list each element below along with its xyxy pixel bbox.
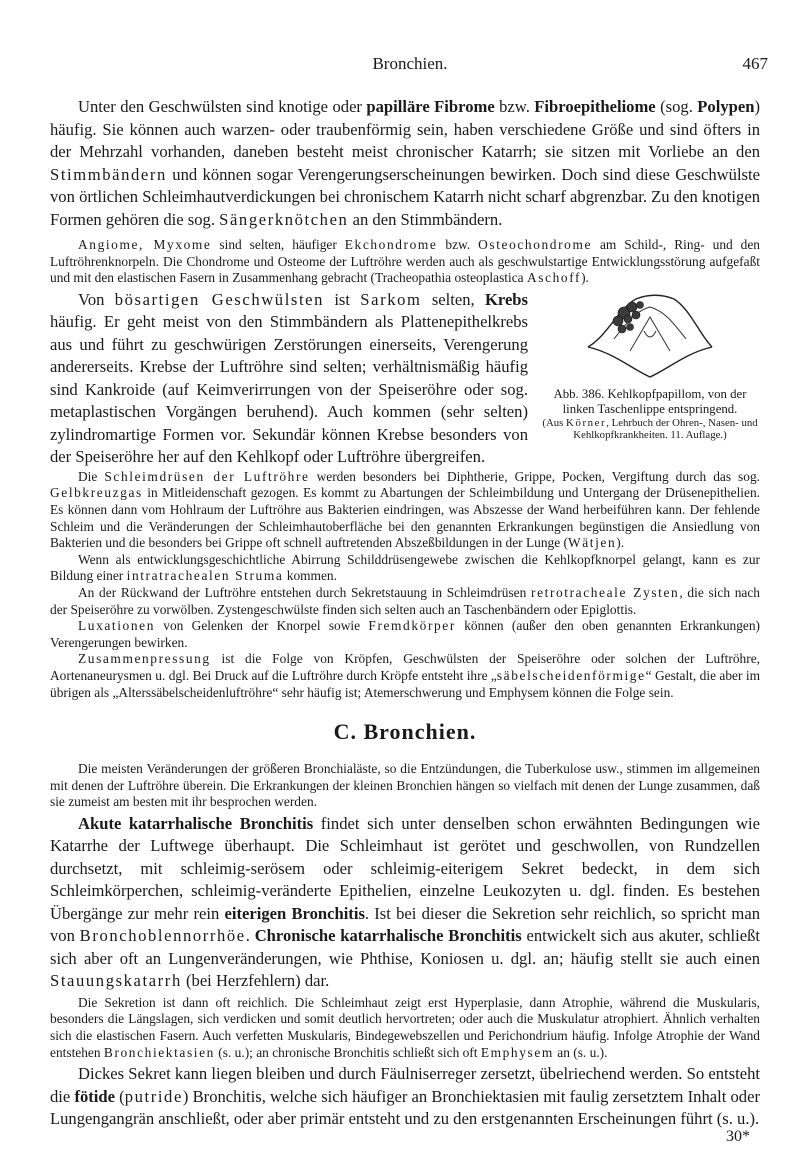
paragraph-fetid-bronchitis: Dickes Sekret kann liegen bleiben und durch Fäulniserreger zersetzt, übelriechend werden. So entsteht die fötide (putride) Bronchitis, welche sich häufiger an Bronchiektasien mit faulig zersetztem Inhalt oder Lungengangrän anschließt, oder aber primär entsteht und zu den erstgenannten Erscheinungen führt (s. u.). [50,1064,760,1129]
paragraph-compression: Zusammenpressung ist die Folge von Kröpfen, Geschwülsten der Speiseröhre oder solchen der Luftröhre, Aortenaneurysmen u. dgl. Bei Druck auf die Luftröhre durch Kröpfe entsteht ihre „säbelscheidenförmige“ Gestalt, die aber im übrigen als „Alterssäbelscheidenluftröhre“ sehr häufig ist; Atemerschwerung und Emphysem können die Folge sein. [50,651,760,700]
figure-larynx-papilloma [540,291,760,441]
signature-mark: 30* [726,1128,750,1145]
paragraph-luxations: Luxationen von Gelenken der Knorpel sowie Fremdkörper können (außer den oben genannten Erkrankungen) Verengerungen bewirken. [50,618,761,650]
paragraph-malignant-tumors: Von bösartigen Geschwülsten ist Sarkom selten, Krebs häufig. Er geht meist von den Stimmbändern als Plattenepithelkrebs aus und führt zu geschwürigen Zerstörungen einerseits, Verengerung andererseits. Krebse der Luftröhre sind selten; verhältnismäßig häufig sind Kankroide (auf Keimverirrungen von der Speiseröhre oder sog. metaplastischen Vorgängen beruhend). Auch kommen (sehr selten) zylindromartige Formen vor. Sekundär können Krebse besonders von der Speiseröhre her auf den Kehlkopf oder Luftröhre übergreifen. [50,289,528,467]
upper-text-block [50,96,760,1131]
running-title: Bronchien. [372,54,448,73]
figure-credit: (Aus Körner, Lehrbuch der Ohren-, Nasen- und Kehlkopfkrankheiten. 11. Auflage.) [542,416,758,441]
paragraph-chronic-secretion: Die Sekretion ist dann oft reichlich. Die Schleimhaut zeigt erst Hyperplasie, dann Atrophie, während die Muskularis, besonders die Längslagen, sich verdicken und somit deutlich hervortreten; oder auch die Muskulatur atrophiert. Ähnlich verhalten sich die elastischen Fasern. Auch verfetten Muskularis, Bindegewebszellen und Perichondrium häufig. Infolge Atrophie der Wand entstehen Bronchiektasien (s. u.); an chronische Bronchitis schließt sich oft Emphysem an (s. u.). [50,994,760,1060]
paragraph-acute-bronchitis: Akute katarrhalische Bronchitis findet sich unter denselben schon erwähnten Bedingungen wie Katarrhe der Luftwege überhaupt. Die Schleimhaut ist gerötet und geschwollen, von Rundzellen durchsetzt, mit schleimig-serösem oder schleimig-eiterigem Sekret bedeckt, in dem sich Schleimkörperchen, schleimig-veränderte Epithelien, einzelne Leukozyten u. dgl. finden. Es bestehen Übergänge zur mehr rein eiterigen Bronchitis. Ist bei dieser die Sekretion sehr reichlich, so spricht man von Bronchoblennorrhöe. Chronische katarrhalische Bronchitis entwickelt sich aus akuter, schließt sich aber oft an Lungenveränderungen, wie Phthise, Koniosen u. dgl. an; häufig stellt sie auch einen Stauungskatarrh (bei Herzfehlern) dar. [50,813,761,991]
paragraph-bronchi-intro: Die meisten Veränderungen der größeren Bronchialäste, so die Entzündungen, die Tuberkulose usw., stimmen im allgemeinen mit denen der Luftröhre überein. Die Erkrankungen der kleinen Bronchien hängen so vielfach mit denen der Lunge zusammen, daß sie zumeist am besten mit ihr besprochen werden. [50,761,760,810]
paragraph-struma: Wenn als entwicklungsgeschichtliche Abirrung Schilddrüsengewebe zwischen die Kehlkopfknorpel gelangt, kann es zur Bildung einer intratrachealen Struma kommen. [50,551,760,584]
paragraph-papillary-fibromas: Unter den Geschwülsten sind knotige oder papilläre Fibrome bzw. Fibroepitheliome (sog. Polypen) häufig. Sie können auch warzen- oder traubenförmig sein, haben verschiedene Größe und sind öfters in der Mehrzahl vorhanden, daneben besteht meist chronischer Katarrh; sie sitzen mit Vorliebe an den Stimmbändern und können sogar Verengerungserscheinungen bewirken. Doch sind diese Geschwülste von örtlichen Schleimhautverdickungen bei chronischem Katarrh nicht scharf abgrenzbar. Zu den knotigen Formen gehören die sog. Sängerknötchen an den Stimmbändern. [50,97,760,229]
paragraph-cysts: An der Rückwand der Luftröhre entstehen durch Sekretstauung in Schleimdrüsen retrotracheale Zysten, die sich nach der Speiseröhre zu vorwölben. Zystengeschwülste finden sich selten auch an Taschenbändern oder Epiglottis. [50,584,760,617]
page-header [40,54,780,80]
section-heading: C. Bronchien. [333,719,477,745]
paragraph-angiomas: Angiome, Myxome sind selten, häufiger Ekchondrome bzw. Osteochondrome am Schild-, Ring- und den Luftröhrenknorpeln. Die Chondrome und Osteome der Luftröhre werden auch als geschwulstartige Entwicklungsstörung aufgefaßt und mit den elastischen Fasern in Zusammenhang gebracht (Tracheopathia osteoplastica Aschoff). [50,237,760,286]
larynx-papilloma-illustration [584,291,716,383]
page-number: 467 [742,54,768,73]
figure-caption: Abb. 386. Kehlkopfpapillom, von der linken Taschenlippe entspringend. [553,386,747,416]
paragraph-mucous-glands: Die Schleimdrüsen der Luftröhre werden besonders bei Diphtherie, Grippe, Pocken, Vergiftung durch das sog. Gelbkreuzgas in Mitleidenschaft gezogen. Es kommt zu Abartungen der Schleimbildung und Untergang der Drüsenepithelien. Es können dann vom Hohlraum der Luftröhre aus Bakterien eindringen, was Abszesse der Wand herbeiführen kann. Der fehlende Schleim und die Veränderungen der Schleimhautoberfläche bei den genannten Erkrankungen begünstigen die Ansiedlung von Bakterien und die besonders bei Grippe oft schnell auftretenden Abszeßbildungen in der Lunge (Wätjen). [50,468,760,551]
